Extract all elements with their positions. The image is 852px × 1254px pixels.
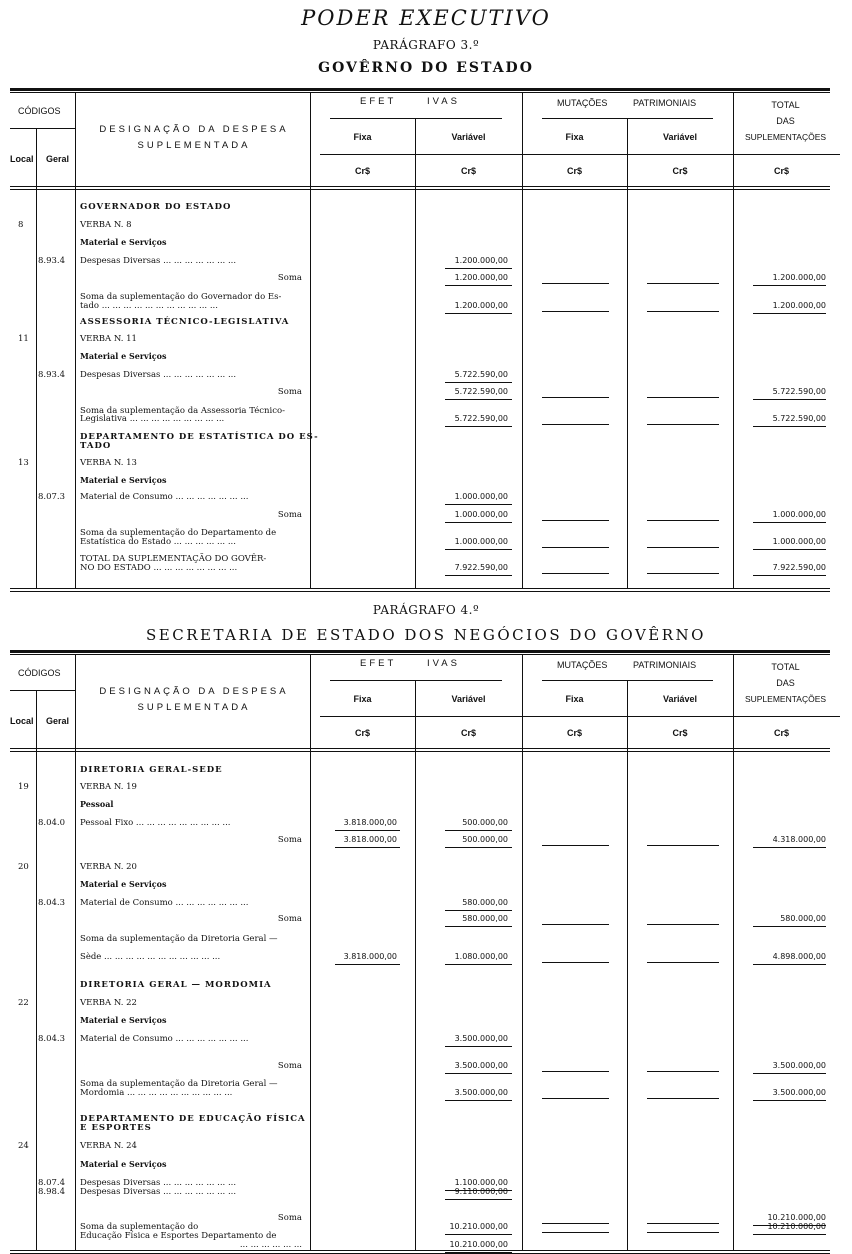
row-designation: Material de Consumo ... ... ... ... ... ... ... xyxy=(80,898,249,908)
row-local-code: 19 xyxy=(18,782,29,792)
row-total-rule xyxy=(753,549,826,550)
row-var-value: 3.500.000,00 xyxy=(454,1088,508,1097)
row-mut-var-rule xyxy=(647,283,719,284)
row-designation: TADO xyxy=(80,441,112,451)
row-designation: Material e Serviços xyxy=(80,237,167,247)
row-mut-fixa-rule xyxy=(542,573,609,574)
t2-fix-header: Fixa xyxy=(353,694,372,704)
section1-title: GOVÊRNO DO ESTADO xyxy=(318,60,534,76)
t2-header-rule xyxy=(10,748,830,752)
row-designation: VERBA N. 8 xyxy=(80,220,132,230)
row-var-rule xyxy=(445,1073,512,1074)
row-designation: Material de Consumo ... ... ... ... ... ... ... xyxy=(80,1034,249,1044)
row-local-code: 11 xyxy=(18,334,29,344)
row-fixa-rule xyxy=(335,964,400,965)
row-geral-code: 8.07.4 xyxy=(38,1178,66,1188)
row-total-value: 7.922.590,00 xyxy=(772,563,826,572)
row-var-rule xyxy=(445,926,512,927)
row-var-rule xyxy=(445,847,512,848)
row-mut-fixa-rule xyxy=(542,1223,609,1224)
row-var-value: 580.000,00 xyxy=(462,898,508,907)
row-designation: Estatística do Estado ... ... ... ... ... ... xyxy=(80,537,236,547)
row-total-value: 3.500.000,00 xyxy=(772,1088,826,1097)
row-mut-fixa-rule xyxy=(542,924,609,925)
page-title: PODER EXECUTIVO xyxy=(301,6,551,30)
row-designation: Soma xyxy=(277,1213,302,1223)
t1-ivas-header: IVAS xyxy=(427,96,460,107)
row-designation: DEPARTAMENTO DE EDUCAÇÃO FÍSICA xyxy=(80,1114,306,1124)
row-designation: Mordomia ... ... ... ... ... ... ... ... ... ... xyxy=(80,1088,233,1098)
row-var-value: 7.922.590,00 xyxy=(454,563,508,572)
row-var-value: 9.110.000,00 xyxy=(454,1187,508,1196)
t2-col-line-var xyxy=(522,654,523,1250)
row-designation: VERBA N. 19 xyxy=(80,782,137,792)
row-mut-fixa-rule xyxy=(542,1071,609,1072)
row-total-value: 580.000,00 xyxy=(780,914,826,923)
t1-local-header: Local xyxy=(10,154,34,164)
row-designation: Material e Serviços xyxy=(80,879,167,889)
t2-col-line-loc xyxy=(36,690,37,1250)
row-designation: Sède ... ... ... ... ... ... ... ... ... ... ... xyxy=(80,952,221,962)
t1-mfix-currency: Cr$ xyxy=(566,166,582,176)
t1-efetivas-rule xyxy=(330,118,502,119)
t2-ivas-header: IVAS xyxy=(427,658,460,669)
section1-paragraph: PARÁGRAFO 3.º xyxy=(372,38,480,52)
row-total-rule xyxy=(753,426,826,427)
row-var-rule xyxy=(445,830,512,831)
t2-top-rule xyxy=(10,650,830,653)
row-mut-fixa-rule xyxy=(542,397,609,398)
row-designation: Soma xyxy=(277,510,302,520)
row-var-rule xyxy=(445,426,512,427)
row-var-value: 5.722.590,00 xyxy=(454,370,508,379)
row-mut-fixa-rule xyxy=(542,520,609,521)
t1-fix-currency: Cr$ xyxy=(354,166,370,176)
row-total-value: 1.000.000,00 xyxy=(772,510,826,519)
row-designation: VERBA N. 13 xyxy=(80,458,137,468)
t1-var-header: Variável xyxy=(451,132,486,142)
row-designation: Material e Serviços xyxy=(80,351,167,361)
row-total-rule xyxy=(753,285,826,286)
t1-total-header: TOTAL xyxy=(771,100,800,110)
row-mut-fixa-rule xyxy=(542,547,609,548)
t2-codigos-header: CÓDIGOS xyxy=(18,668,61,678)
row-total-value: 1.000.000,00 xyxy=(772,537,826,546)
t2-efetivas-rule xyxy=(330,680,502,681)
row-mut-var-rule xyxy=(647,1223,719,1224)
row-var-value: 1.080.000,00 xyxy=(454,952,508,961)
row-total-rule xyxy=(753,1234,826,1235)
row-var-rule xyxy=(445,1199,512,1200)
row-designation: ... ... ... ... ... ... xyxy=(239,1240,302,1250)
t1-geral-header: Geral xyxy=(46,154,70,164)
t1-efet-header: EFET xyxy=(360,96,397,107)
row-var-rule xyxy=(445,1234,512,1235)
t1-col-line-des xyxy=(310,92,311,588)
row-designation: VERBA N. 11 xyxy=(80,334,137,344)
t2-fixa-rule xyxy=(320,716,840,717)
row-fixa-value: 3.818.000,00 xyxy=(343,818,397,827)
row-total-rule xyxy=(753,1100,826,1101)
row-mut-var-rule xyxy=(647,397,719,398)
row-mut-fixa-rule xyxy=(542,845,609,846)
row-designation: Pessoal Fixo ... ... ... ... ... ... ... ... ... xyxy=(80,818,231,828)
t1-mfix-header: Fixa xyxy=(565,132,584,142)
t1-das-header: DAS xyxy=(776,116,795,126)
t2-suplementacoes-header: SUPLEMENTAÇÕES xyxy=(744,694,827,704)
row-designation: NO DO ESTADO ... ... ... ... ... ... ... ... xyxy=(80,563,238,573)
row-geral-code: 8.07.3 xyxy=(38,492,66,502)
t1-top-rule-thin xyxy=(10,92,830,93)
row-var-rule xyxy=(445,399,512,400)
row-total-rule xyxy=(753,313,826,314)
row-designation: Legislativa ... ... ... ... ... ... ... ... ... xyxy=(80,414,225,424)
row-var-value: 3.500.000,00 xyxy=(454,1061,508,1070)
row-designation: DIRETORIA GERAL-SEDE xyxy=(80,765,223,775)
row-local-code: 20 xyxy=(18,862,29,872)
t1-mvar-header: Variável xyxy=(662,132,698,142)
row-designation: Pessoal xyxy=(80,799,114,809)
row-total-value: 4.898.000,00 xyxy=(772,952,826,961)
row-mut-fixa-rule xyxy=(542,283,609,284)
row-local-code: 24 xyxy=(18,1141,29,1151)
row-designation: Soma xyxy=(277,914,302,924)
row-designation: Material e Serviços xyxy=(80,1159,167,1169)
row-designation: DIRETORIA GERAL — MORDOMIA xyxy=(80,980,272,990)
row-local-code: 22 xyxy=(18,998,29,1008)
t1-col-line-loc xyxy=(36,128,37,588)
row-mut-fixa-rule xyxy=(542,311,609,312)
row-var-rule xyxy=(445,382,512,383)
row-mut-var-rule xyxy=(647,520,719,521)
row-designation: tado ... ... ... ... ... ... ... ... ... ... ... xyxy=(80,301,218,311)
t1-mutacoes-header: MUTAÇÕES xyxy=(557,98,608,108)
row-mut-var-rule xyxy=(647,1232,719,1233)
t2-mfix-header: Fixa xyxy=(565,694,584,704)
t1-designacao-1: DESIGNAÇÃO DA DESPESA xyxy=(99,124,289,135)
t1-col-line-var xyxy=(522,92,523,588)
row-designation: Material de Consumo ... ... ... ... ... ... ... xyxy=(80,492,249,502)
t2-designacao-1: DESIGNAÇÃO DA DESPESA xyxy=(99,686,289,697)
row-total-value: 1.200.000,00 xyxy=(772,301,826,310)
row-total-rule xyxy=(753,847,826,848)
row-var-value: 10.210.000,00 xyxy=(449,1240,508,1249)
t1-bottom-rule xyxy=(10,588,830,592)
row-var-rule xyxy=(445,575,512,576)
row-mut-var-rule xyxy=(647,573,719,574)
row-total-rule xyxy=(753,522,826,523)
section2-paragraph: PARÁGRAFO 4.º xyxy=(372,603,480,617)
t1-fixa-rule xyxy=(320,154,840,155)
t2-total-header: TOTAL xyxy=(771,662,800,672)
row-var-rule xyxy=(445,964,512,965)
row-mut-var-rule xyxy=(647,424,719,425)
row-geral-code: 8.93.4 xyxy=(38,256,66,266)
row-fixa-rule xyxy=(335,847,400,848)
t1-designacao-2: SUPLEMENTADA xyxy=(137,140,251,151)
row-total-value: 3.500.000,00 xyxy=(772,1061,826,1070)
row-var-rule xyxy=(445,522,512,523)
row-designation: Despesas Diversas ... ... ... ... ... ... ... xyxy=(80,1178,237,1188)
t1-header-rule xyxy=(10,186,830,190)
row-fixa-rule xyxy=(335,830,400,831)
row-mut-fixa-rule xyxy=(542,424,609,425)
row-designation: Soma da suplementação do Governador do Es- xyxy=(80,292,282,302)
row-total-value: 10.210.000,00 xyxy=(767,1222,826,1231)
row-var-value: 1.000.000,00 xyxy=(454,492,508,501)
t1-var-currency: Cr$ xyxy=(460,166,476,176)
row-var-rule xyxy=(445,313,512,314)
row-total-rule xyxy=(753,575,826,576)
t1-top-rule xyxy=(10,88,830,91)
row-designation: Educação Física e Esportes Departamento de xyxy=(80,1231,277,1241)
row-var-rule xyxy=(445,910,512,911)
row-geral-code: 8.98.4 xyxy=(38,1187,66,1197)
row-designation: TOTAL DA SUPLEMENTAÇÃO DO GOVÊR- xyxy=(80,554,267,564)
row-designation: ASSESSORIA TÉCNICO-LEGISLATIVA xyxy=(80,317,290,327)
row-mut-fixa-rule xyxy=(542,1232,609,1233)
t2-total-currency: Cr$ xyxy=(773,728,789,738)
t2-geral-header: Geral xyxy=(46,716,70,726)
row-var-rule xyxy=(445,268,512,269)
row-var-value: 5.722.590,00 xyxy=(454,387,508,396)
t2-local-header: Local xyxy=(10,716,34,726)
t2-efet-header: EFET xyxy=(360,658,397,669)
section2-title: SECRETARIA DE ESTADO DOS NEGÓCIOS DO GOVÊRNO xyxy=(146,626,706,644)
t1-total-currency: Cr$ xyxy=(773,166,789,176)
row-var-rule xyxy=(445,285,512,286)
row-designation: Soma xyxy=(277,387,302,397)
t1-codigos-header: CÓDIGOS xyxy=(18,106,61,116)
row-geral-code: 8.04.3 xyxy=(38,898,66,908)
row-designation: E ESPORTES xyxy=(80,1123,152,1133)
row-var-value: 500.000,00 xyxy=(462,818,508,827)
row-var-value: 500.000,00 xyxy=(462,835,508,844)
t2-bottom-rule xyxy=(10,1250,830,1254)
row-total-rule xyxy=(753,964,826,965)
row-mut-fixa-rule xyxy=(542,1098,609,1099)
t1-col-line-ger xyxy=(75,92,76,588)
row-var-value: 1.000.000,00 xyxy=(454,537,508,546)
t2-mvar-header: Variável xyxy=(662,694,698,704)
t2-patrimoniais-header: PATRIMONIAIS xyxy=(633,660,697,670)
row-designation: Soma xyxy=(277,273,302,283)
t2-fix-currency: Cr$ xyxy=(354,728,370,738)
t1-mvar-currency: Cr$ xyxy=(672,166,688,176)
row-designation: Material e Serviços xyxy=(80,475,167,485)
t2-top-rule-thin xyxy=(10,654,830,655)
row-designation: Despesas Diversas ... ... ... ... ... ... ... xyxy=(80,256,237,266)
row-var-value: 580.000,00 xyxy=(462,914,508,923)
row-var-rule xyxy=(445,1046,512,1047)
row-total-value: 4.318.000,00 xyxy=(772,835,826,844)
row-designation: Soma da suplementação da Diretoria Geral — xyxy=(80,934,278,944)
row-designation: GOVERNADOR DO ESTADO xyxy=(80,202,232,212)
row-total-rule xyxy=(753,399,826,400)
row-mut-var-rule xyxy=(647,311,719,312)
t2-col-line-fix xyxy=(415,680,416,1250)
row-designation: Soma da suplementação do Departamento de xyxy=(80,528,277,538)
row-var-value: 1.200.000,00 xyxy=(454,256,508,265)
row-var-value: 5.722.590,00 xyxy=(454,414,508,423)
t1-col-line-mfix xyxy=(627,118,628,588)
row-var-value: 3.500.000,00 xyxy=(454,1034,508,1043)
t1-suplementacoes-header: SUPLEMENTAÇÕES xyxy=(744,132,827,142)
row-geral-code: 8.04.3 xyxy=(38,1034,66,1044)
row-designation: Soma da suplementação da Diretoria Geral — xyxy=(80,1079,278,1089)
t2-col-line-ger xyxy=(75,654,76,1250)
t2-codigos-rule xyxy=(10,690,76,691)
row-mut-var-rule xyxy=(647,1071,719,1072)
row-local-code: 13 xyxy=(18,458,29,468)
row-mut-var-rule xyxy=(647,1098,719,1099)
t2-mfix-currency: Cr$ xyxy=(566,728,582,738)
row-designation: Soma da suplementação do xyxy=(80,1222,199,1232)
t2-var-currency: Cr$ xyxy=(460,728,476,738)
row-mut-var-rule xyxy=(647,962,719,963)
row-designation: Soma xyxy=(277,1061,302,1071)
t1-fix-header: Fixa xyxy=(353,132,372,142)
row-designation: DEPARTAMENTO DE ESTATÍSTICA DO ES- xyxy=(80,432,319,442)
row-designation: Material e Serviços xyxy=(80,1015,167,1025)
row-designation: Despesas Diversas ... ... ... ... ... ... ... xyxy=(80,1187,237,1197)
row-fixa-value: 3.818.000,00 xyxy=(343,952,397,961)
t2-mutacoes-header: MUTAÇÕES xyxy=(557,660,608,670)
row-total-rule xyxy=(753,926,826,927)
row-total-value: 5.722.590,00 xyxy=(772,414,826,423)
row-var-rule xyxy=(445,549,512,550)
row-designation: VERBA N. 22 xyxy=(80,998,137,1008)
t2-das-header: DAS xyxy=(776,678,795,688)
row-designation: VERBA N. 24 xyxy=(80,1141,137,1151)
row-total-value: 5.722.590,00 xyxy=(772,387,826,396)
row-designation: VERBA N. 20 xyxy=(80,862,137,872)
t2-mvar-currency: Cr$ xyxy=(672,728,688,738)
row-var-value: 1.000.000,00 xyxy=(454,510,508,519)
row-mut-var-rule xyxy=(647,924,719,925)
row-local-code: 8 xyxy=(18,220,24,230)
row-fixa-value: 3.818.000,00 xyxy=(343,835,397,844)
row-geral-code: 8.93.4 xyxy=(38,370,66,380)
row-var-rule xyxy=(445,1100,512,1101)
row-var-value: 10.210.000,00 xyxy=(449,1222,508,1231)
t2-designacao-2: SUPLEMENTADA xyxy=(137,702,251,713)
row-designation: Soma da suplementação da Assessoria Técnico- xyxy=(80,406,285,416)
row-mut-var-rule xyxy=(647,547,719,548)
t2-col-line-mfix xyxy=(627,680,628,1250)
t2-var-header: Variável xyxy=(451,694,486,704)
row-mut-fixa-rule xyxy=(542,962,609,963)
row-total-rule xyxy=(753,1073,826,1074)
row-designation: Soma xyxy=(277,835,302,845)
row-var-value: 1.200.000,00 xyxy=(454,301,508,310)
row-mut-var-rule xyxy=(647,845,719,846)
row-var-value: 1.100.000,00 xyxy=(454,1178,508,1187)
t1-codigos-rule xyxy=(10,128,76,129)
t1-patrimoniais-header: PATRIMONIAIS xyxy=(633,98,697,108)
row-designation: Despesas Diversas ... ... ... ... ... ... ... xyxy=(80,370,237,380)
row-total-value: 10.210.000,00 xyxy=(767,1213,826,1222)
row-geral-code: 8.04.0 xyxy=(38,818,66,828)
row-var-value: 1.200.000,00 xyxy=(454,273,508,282)
row-total-value: 1.200.000,00 xyxy=(772,273,826,282)
row-var-rule xyxy=(445,504,512,505)
